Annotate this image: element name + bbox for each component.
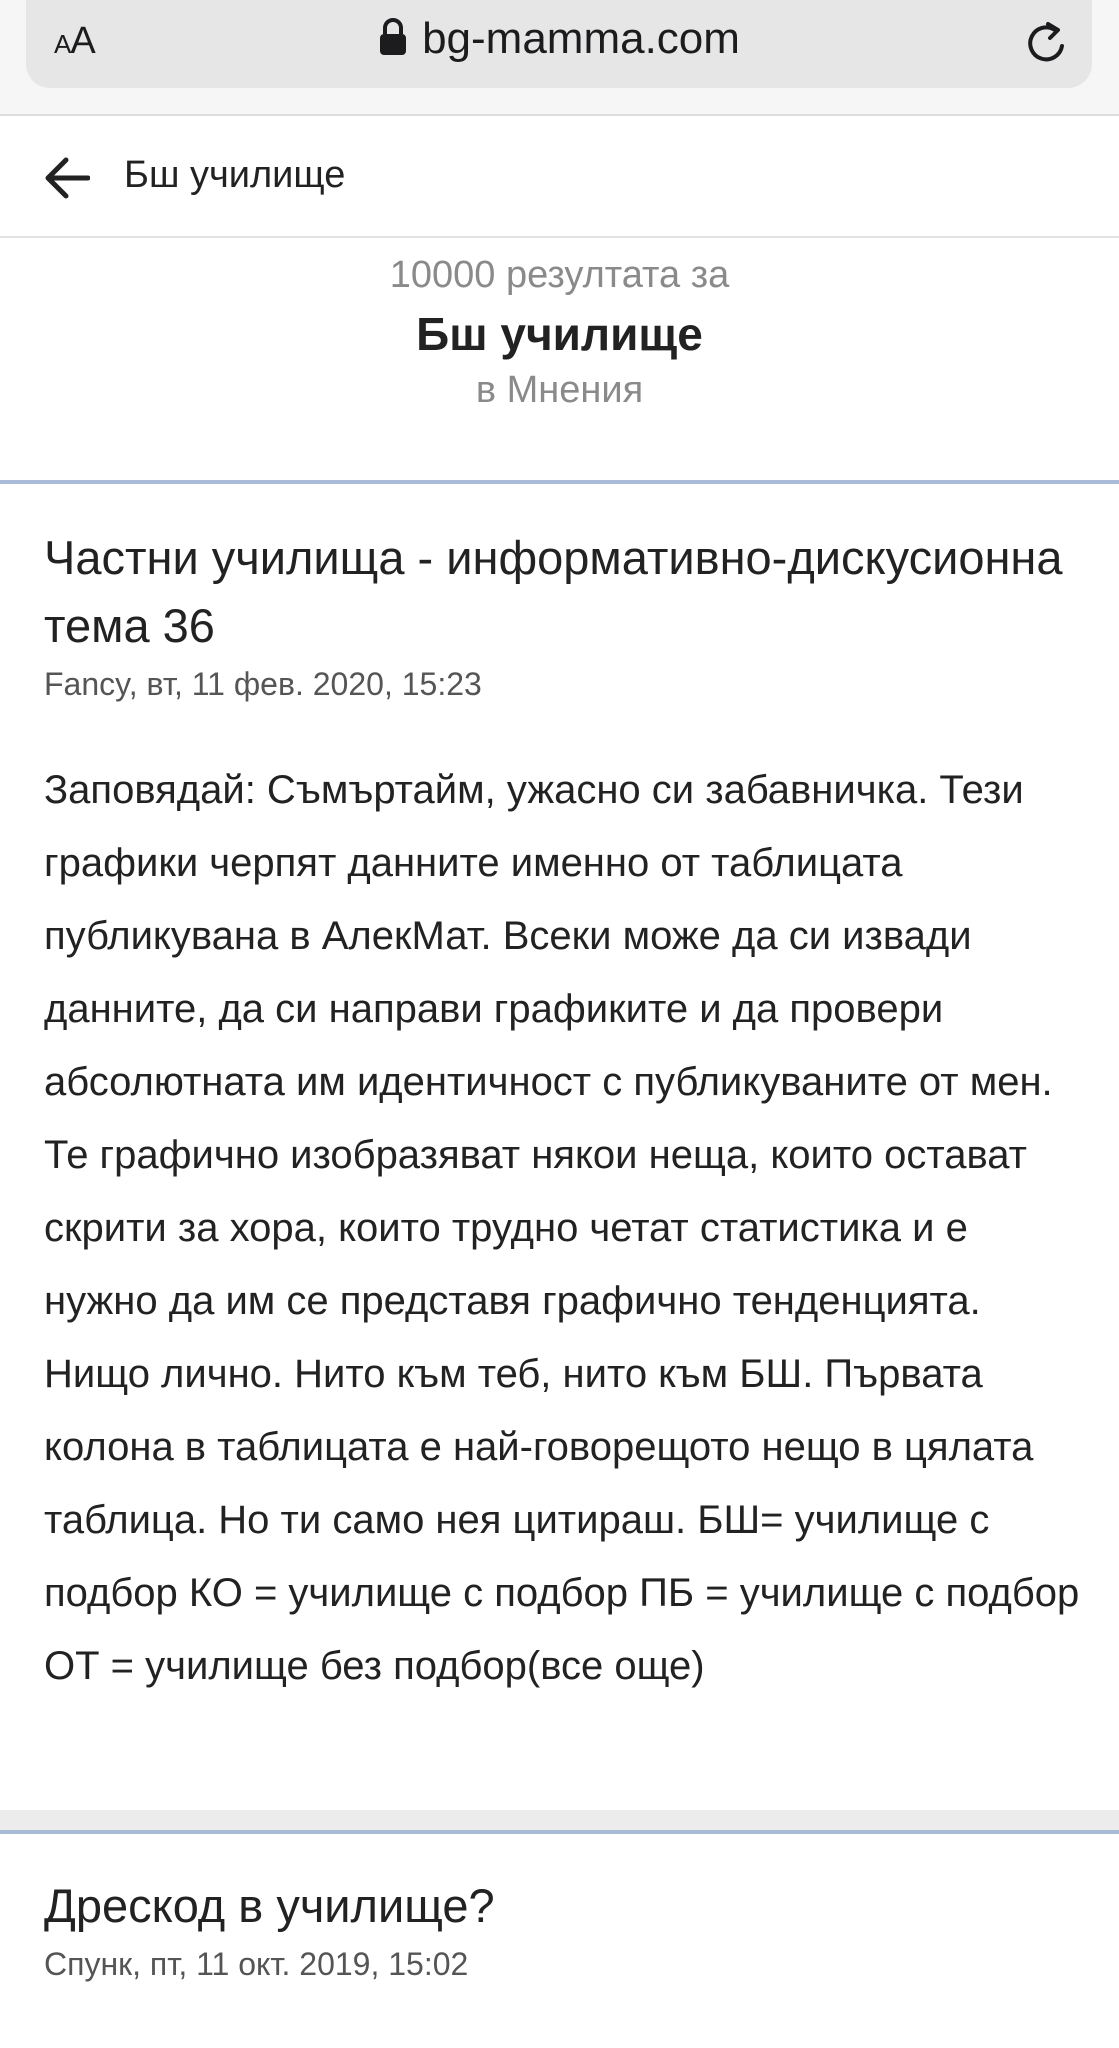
lock-icon bbox=[378, 17, 408, 57]
browser-toolbar bbox=[0, 0, 1119, 116]
topic-title[interactable]: Дрескод в училище? bbox=[44, 1879, 495, 1932]
arrow-left-icon[interactable] bbox=[42, 156, 90, 200]
url-display[interactable] bbox=[26, 14, 1092, 64]
text-size-button[interactable]: AA bbox=[54, 20, 95, 62]
results-count: 10000 резултата за bbox=[389, 254, 730, 296]
topic-result[interactable] bbox=[0, 1834, 1119, 2048]
address-bar[interactable] bbox=[26, 0, 1092, 88]
reload-icon[interactable] bbox=[1022, 16, 1072, 68]
results-term: Бш училище bbox=[416, 308, 703, 360]
search-query[interactable]: Бш училище bbox=[124, 154, 346, 196]
search-header bbox=[0, 118, 1119, 238]
result-divider bbox=[0, 1810, 1119, 1834]
topic-excerpt: Заповядай: Съмъртайм, ужасно си забавничка. Тези графики черпят данните именно от таблицата публикувана в АлекМат. Всеки може да си извади данните, да си направи графиките и да провери абсолютната им идентичност с публикуваните от мен. Те графично изобразяват някои неща, които остават скрити за хора, които трудно четат статистика и е нужно да им се представя графично тенденцията. Нищо лично. Нито към теб, нито към БШ. Първата колона в таблицата е най-говорещото нещо в цялата таблица. Но ти само нея цитираш. БШ= училище с подбор КО = училище с подбор ПБ = училище с подбор ОТ = училище без подбор(все още) bbox=[44, 768, 1080, 1688]
topic-result[interactable] bbox=[0, 488, 1119, 1810]
results-summary bbox=[0, 240, 1119, 484]
topic-title[interactable]: Частни училища - информативно-дискусионна тема 36 bbox=[44, 531, 1063, 652]
results-scope: в Мнения bbox=[475, 369, 644, 411]
topic-meta: Спунк, пт, 11 окт. 2019, 15:02 bbox=[44, 1946, 469, 1982]
url-text: bg-mamma.com bbox=[422, 14, 740, 63]
topic-meta: Fancy, вт, 11 фев. 2020, 15:23 bbox=[44, 666, 482, 702]
